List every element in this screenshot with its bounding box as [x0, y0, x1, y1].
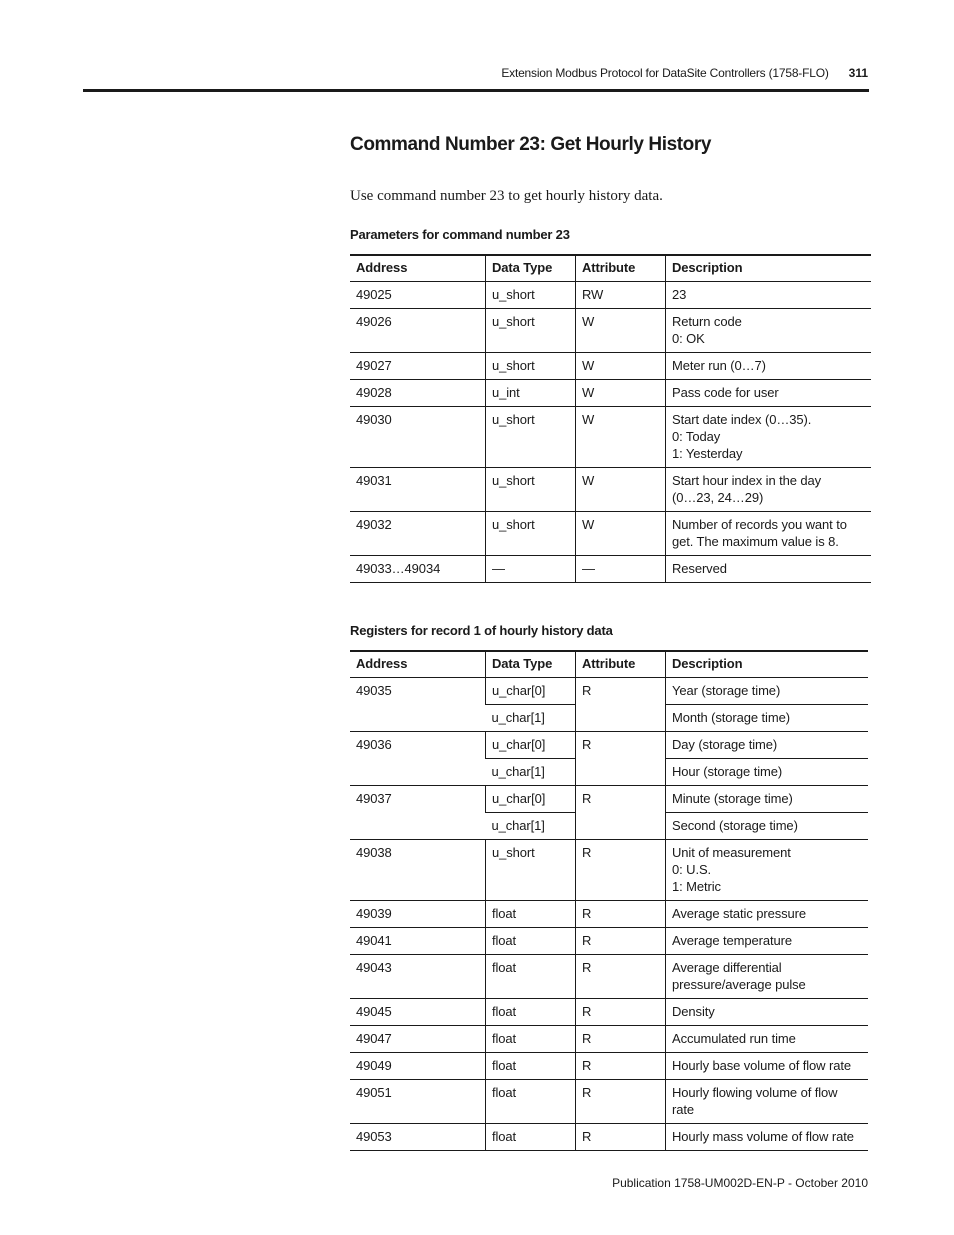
- address-cell: 49035: [350, 678, 486, 732]
- column-header: Attribute: [576, 651, 666, 678]
- address-cell: 49027: [350, 353, 486, 380]
- table-row: [350, 380, 871, 407]
- table-header-row: [350, 255, 871, 282]
- table-row: [350, 901, 868, 928]
- table-row: [350, 678, 868, 705]
- description-cell: Average temperature: [666, 928, 869, 955]
- column-header: Address: [350, 255, 486, 282]
- column-header: Attribute: [576, 255, 666, 282]
- header-rule: [83, 89, 869, 92]
- description-cell: Accumulated run time: [666, 1026, 869, 1053]
- table-row: [350, 955, 868, 999]
- table-header-row: [350, 651, 868, 678]
- data-type-cell: float: [486, 1080, 576, 1124]
- address-cell: 49030: [350, 407, 486, 468]
- attribute-cell: R: [576, 678, 666, 732]
- description-cell: Hourly mass volume of flow rate: [666, 1124, 869, 1151]
- attribute-cell: RW: [576, 282, 666, 309]
- attribute-cell: W: [576, 512, 666, 556]
- address-cell: 49033…49034: [350, 556, 486, 583]
- table-row: [350, 928, 868, 955]
- table-row: [350, 1026, 868, 1053]
- description-cell: Pass code for user: [666, 380, 872, 407]
- table-row: [350, 468, 871, 512]
- attribute-cell: W: [576, 468, 666, 512]
- attribute-cell: R: [576, 732, 666, 786]
- description-cell: Start hour index in the day (0…23, 24…29): [666, 468, 872, 512]
- table-row: [350, 1053, 868, 1080]
- description-cell: Return code 0: OK: [666, 309, 872, 353]
- attribute-cell: R: [576, 999, 666, 1026]
- table1-caption: Parameters for command number 23: [350, 227, 570, 242]
- attribute-cell: R: [576, 1026, 666, 1053]
- attribute-cell: W: [576, 407, 666, 468]
- attribute-cell: —: [576, 556, 666, 583]
- section-heading: Command Number 23: Get Hourly History: [350, 134, 712, 155]
- address-cell: 49045: [350, 999, 486, 1026]
- description-cell: Year (storage time): [666, 678, 869, 705]
- attribute-cell: R: [576, 901, 666, 928]
- data-type-cell: float: [486, 999, 576, 1026]
- address-cell: 49026: [350, 309, 486, 353]
- table-row: [350, 353, 871, 380]
- attribute-cell: W: [576, 309, 666, 353]
- data-type-cell: u_char[0]: [486, 732, 576, 759]
- table-row: [350, 512, 871, 556]
- description-cell: Start date index (0…35). 0: Today 1: Yesterday: [666, 407, 872, 468]
- attribute-cell: W: [576, 380, 666, 407]
- description-cell: Month (storage time): [666, 705, 869, 732]
- parameters-table: [350, 254, 871, 583]
- data-type-cell: float: [486, 901, 576, 928]
- address-cell: 49032: [350, 512, 486, 556]
- address-cell: 49047: [350, 1026, 486, 1053]
- running-header: [0, 66, 868, 80]
- table-row: [350, 999, 868, 1026]
- address-cell: 49053: [350, 1124, 486, 1151]
- description-cell: Unit of measurement 0: U.S. 1: Metric: [666, 840, 869, 901]
- address-cell: 49025: [350, 282, 486, 309]
- data-type-cell: —: [486, 556, 576, 583]
- data-type-cell: float: [486, 1124, 576, 1151]
- description-cell: Hourly base volume of flow rate: [666, 1053, 869, 1080]
- table2-caption: Registers for record 1 of hourly history data: [350, 623, 613, 638]
- description-cell: Average static pressure: [666, 901, 869, 928]
- data-type-cell: float: [486, 1026, 576, 1053]
- description-cell: Reserved: [666, 556, 872, 583]
- address-cell: 49038: [350, 840, 486, 901]
- data-type-cell: u_char[1]: [486, 813, 576, 840]
- registers-table: [350, 650, 868, 1151]
- attribute-cell: R: [576, 1053, 666, 1080]
- publication-footer: Publication 1758-UM002D-EN-P - October 2010: [612, 1176, 868, 1190]
- description-cell: Minute (storage time): [666, 786, 869, 813]
- data-type-cell: u_short: [486, 309, 576, 353]
- table-row: [350, 309, 871, 353]
- description-cell: Average differential pressure/average pulse: [666, 955, 869, 999]
- attribute-cell: R: [576, 786, 666, 840]
- data-type-cell: u_char[0]: [486, 786, 576, 813]
- address-cell: 49028: [350, 380, 486, 407]
- table-row: [350, 407, 871, 468]
- address-cell: 49039: [350, 901, 486, 928]
- attribute-cell: R: [576, 840, 666, 901]
- data-type-cell: u_short: [486, 840, 576, 901]
- description-cell: Density: [666, 999, 869, 1026]
- address-cell: 49036: [350, 732, 486, 786]
- table-row: [350, 786, 868, 813]
- page-number: 311: [848, 66, 868, 80]
- data-type-cell: u_short: [486, 407, 576, 468]
- description-cell: 23: [666, 282, 872, 309]
- table-row: [350, 840, 868, 901]
- attribute-cell: W: [576, 353, 666, 380]
- column-header: Data Type: [486, 255, 576, 282]
- table-row: [350, 1124, 868, 1151]
- column-header: Data Type: [486, 651, 576, 678]
- data-type-cell: float: [486, 955, 576, 999]
- address-cell: 49031: [350, 468, 486, 512]
- column-header: Description: [666, 255, 872, 282]
- data-type-cell: float: [486, 928, 576, 955]
- table-row: [350, 282, 871, 309]
- description-cell: Hourly flowing volume of flow rate: [666, 1080, 869, 1124]
- table-row: [350, 556, 871, 583]
- attribute-cell: R: [576, 955, 666, 999]
- column-header: Address: [350, 651, 486, 678]
- intro-text: Use command number 23 to get hourly history data.: [350, 188, 663, 204]
- data-type-cell: u_char[1]: [486, 705, 576, 732]
- address-cell: 49049: [350, 1053, 486, 1080]
- description-cell: Second (storage time): [666, 813, 869, 840]
- data-type-cell: u_char[1]: [486, 759, 576, 786]
- header-title: Extension Modbus Protocol for DataSite Controllers (1758-FLO): [501, 66, 829, 80]
- attribute-cell: R: [576, 1080, 666, 1124]
- address-cell: 49051: [350, 1080, 486, 1124]
- description-cell: Number of records you want to get. The maximum value is 8.: [666, 512, 872, 556]
- description-cell: Day (storage time): [666, 732, 869, 759]
- data-type-cell: u_int: [486, 380, 576, 407]
- data-type-cell: u_char[0]: [486, 678, 576, 705]
- address-cell: 49041: [350, 928, 486, 955]
- data-type-cell: u_short: [486, 282, 576, 309]
- address-cell: 49037: [350, 786, 486, 840]
- column-header: Description: [666, 651, 869, 678]
- data-type-cell: float: [486, 1053, 576, 1080]
- address-cell: 49043: [350, 955, 486, 999]
- table-row: [350, 1080, 868, 1124]
- data-type-cell: u_short: [486, 468, 576, 512]
- attribute-cell: R: [576, 1124, 666, 1151]
- attribute-cell: R: [576, 928, 666, 955]
- description-cell: Meter run (0…7): [666, 353, 872, 380]
- data-type-cell: u_short: [486, 353, 576, 380]
- table-row: [350, 732, 868, 759]
- data-type-cell: u_short: [486, 512, 576, 556]
- description-cell: Hour (storage time): [666, 759, 869, 786]
